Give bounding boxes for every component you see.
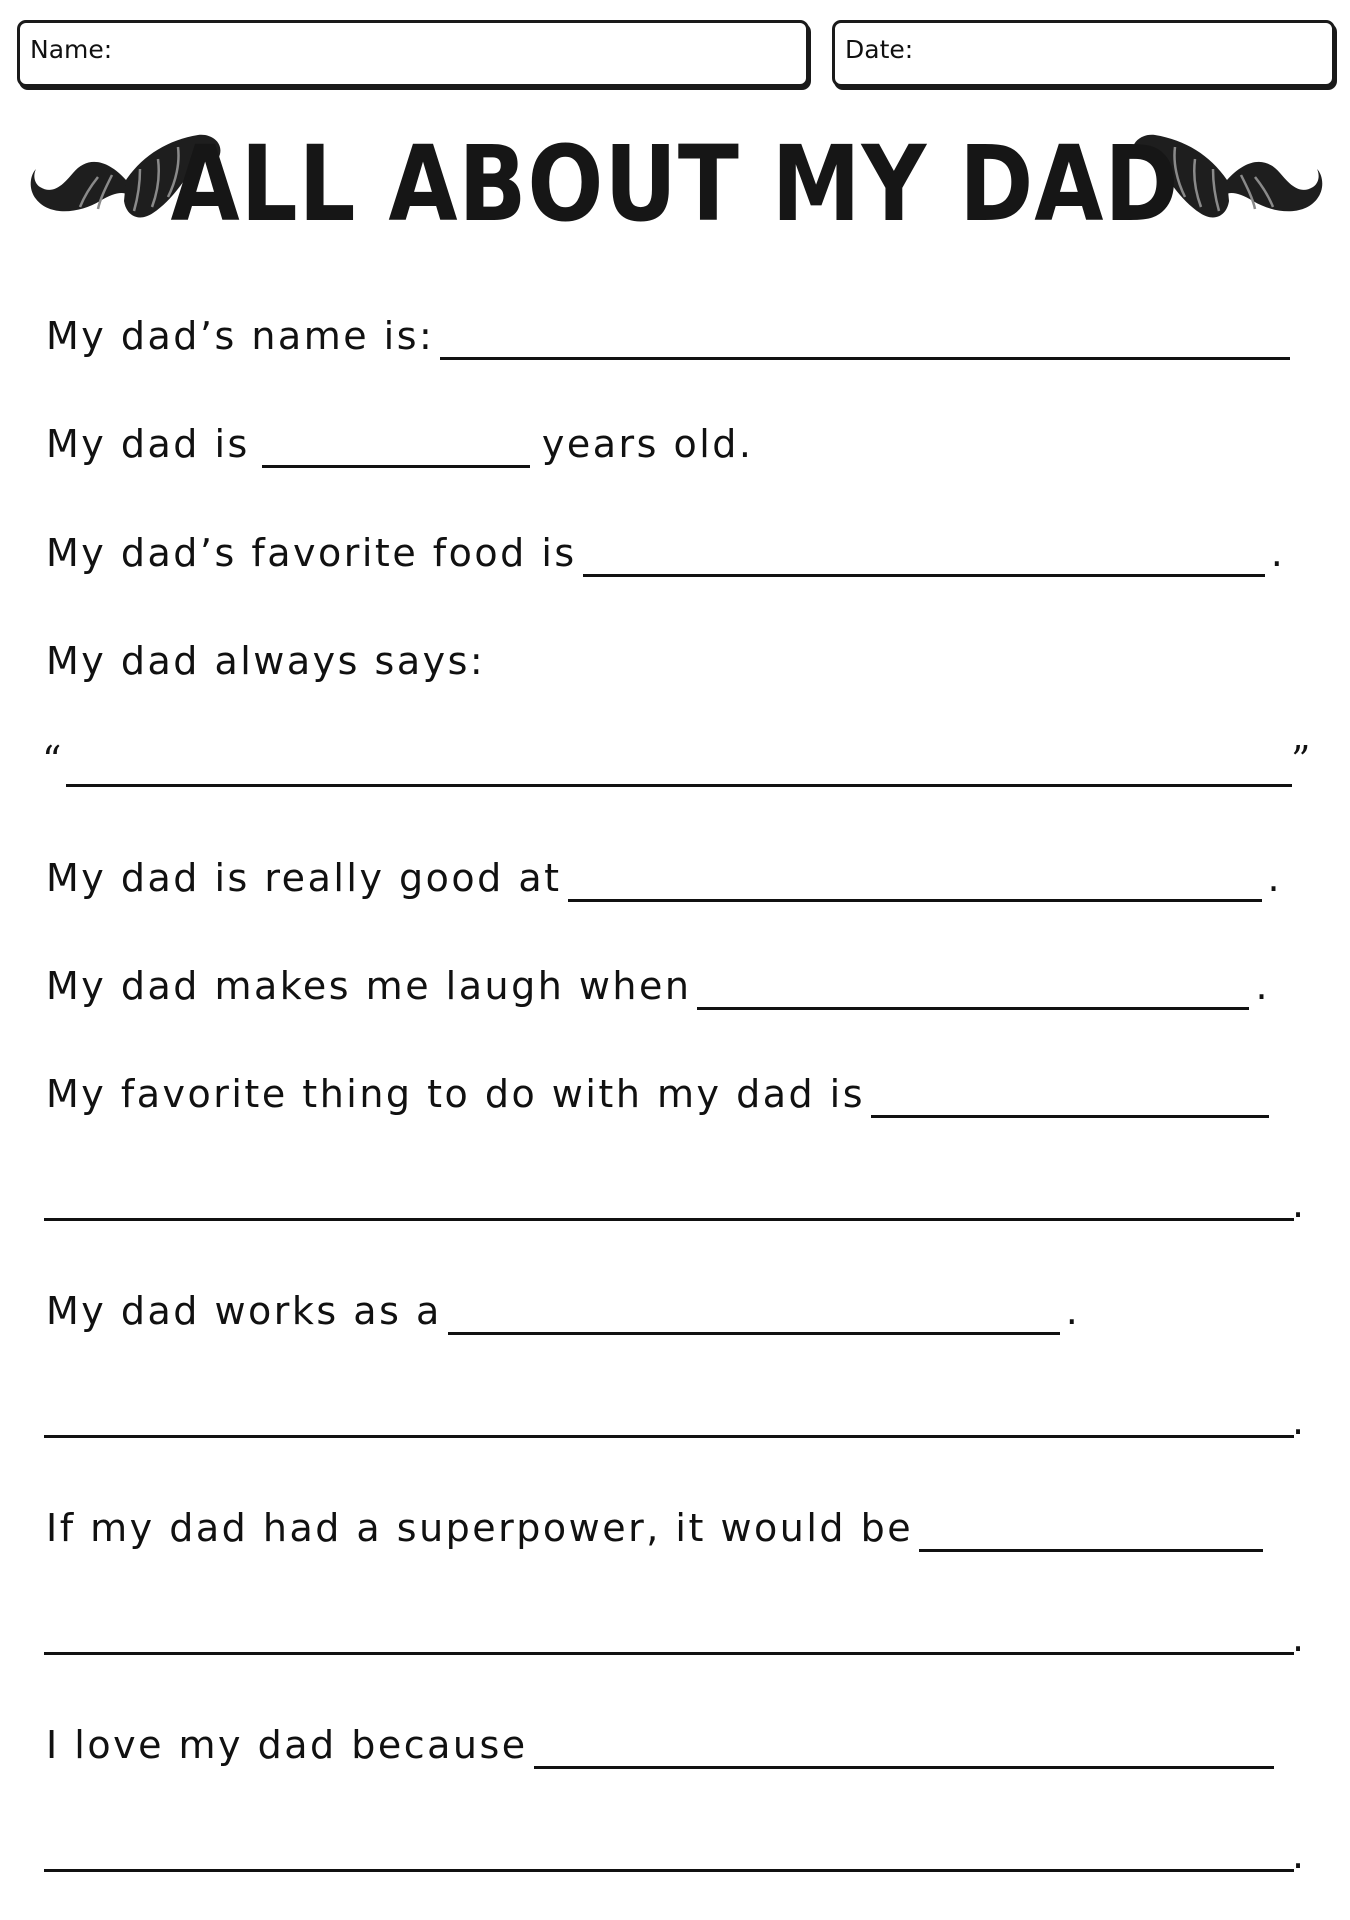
name-label: Name: [30,35,113,64]
period: . [1292,1833,1305,1877]
answer-blank-works[interactable] [448,1291,1060,1335]
date-field[interactable] [832,20,1335,87]
period: . [1267,856,1283,900]
answer-blank-age[interactable] [262,424,530,468]
prompt-love-label: I love my dad because [46,1723,528,1767]
answer-blank-food[interactable] [583,533,1265,577]
prompt-row-works [46,1275,1306,1335]
prompt-row-laugh [46,950,1306,1010]
answer-line-works[interactable] [44,1435,1294,1438]
prompt-row-superpower [46,1492,1306,1552]
date-label: Date: [845,35,914,64]
prompt-row-good-at [46,842,1306,902]
prompt-row-name [46,300,1306,360]
prompt-favorite-thing-label: My favorite thing to do with my dad is [46,1072,866,1116]
answer-line-love[interactable] [44,1869,1294,1872]
answer-blank-says[interactable] [66,784,1292,787]
answer-blank-favorite-thing[interactable] [871,1074,1269,1118]
answer-blank-superpower[interactable] [919,1508,1263,1552]
prompt-laugh-label: My dad makes me laugh when [46,964,692,1008]
page-title: ALL ABOUT MY DAD [170,123,1180,245]
prompt-good-at-label: My dad is really good at [46,856,562,900]
answer-blank-name[interactable] [440,316,1290,360]
prompt-superpower-label: If my dad had a superpower, it would be [46,1506,914,1550]
period: . [1065,1289,1081,1333]
quote-open: “ [42,738,62,782]
answer-blank-good-at[interactable] [568,858,1262,902]
period: . [1292,1399,1305,1443]
prompt-name-label: My dad’s name is: [46,314,435,358]
prompt-row-love [46,1709,1306,1769]
prompt-age-label: My dad is [46,422,250,466]
prompt-row-says [46,625,1306,685]
prompt-says-label: My dad always says: [46,639,486,683]
prompt-row-food [46,517,1306,577]
prompt-row-favorite-thing [46,1058,1306,1118]
period: . [1255,964,1271,1008]
period: . [1292,1182,1305,1226]
period: . [1270,531,1286,575]
period: . [1292,1616,1305,1660]
answer-line-favorite-thing[interactable] [44,1218,1294,1221]
answer-blank-love[interactable] [534,1725,1274,1769]
prompt-food-label: My dad’s favorite food is [46,531,577,575]
prompt-works-label: My dad works as a [46,1289,442,1333]
answer-line-superpower[interactable] [44,1652,1294,1655]
prompt-age-suffix: years old. [541,422,754,466]
prompt-row-age [46,408,1306,468]
answer-blank-laugh[interactable] [697,966,1249,1010]
name-field[interactable] [17,20,809,87]
quote-close: ” [1291,738,1311,782]
